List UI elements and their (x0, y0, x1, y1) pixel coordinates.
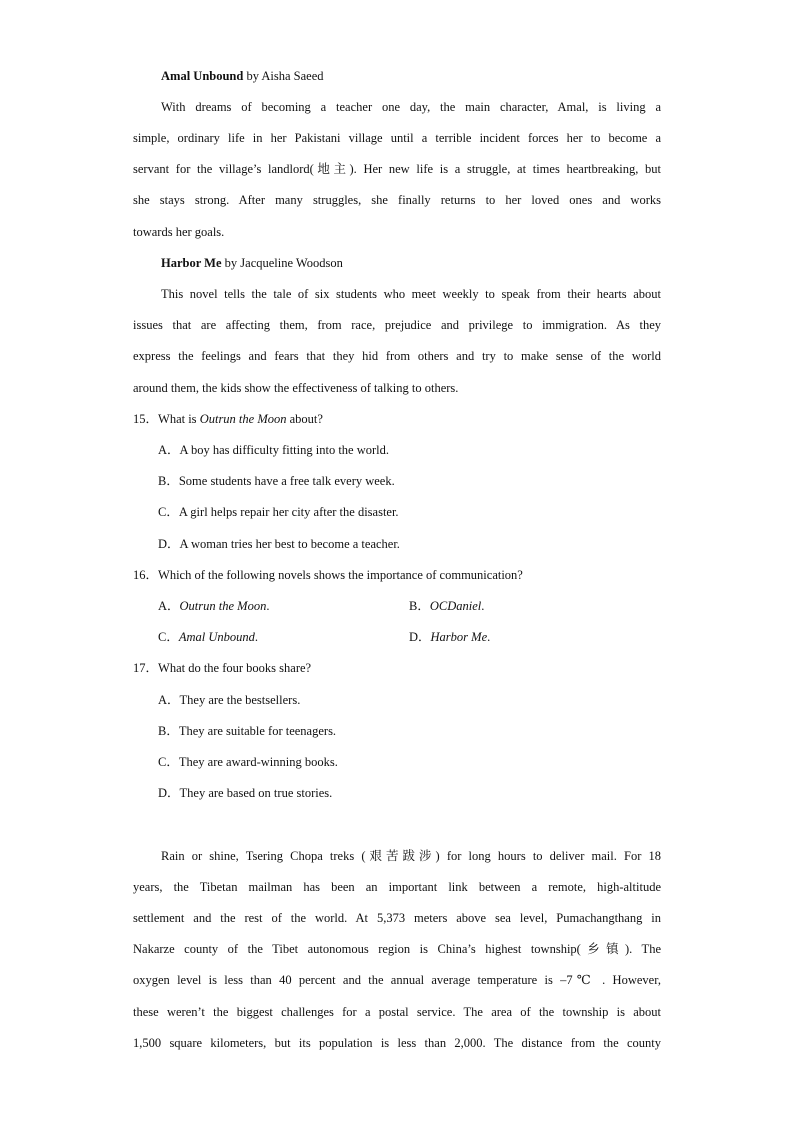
book1-title: Amal Unbound (161, 69, 244, 83)
q15-option-a[interactable] (158, 442, 686, 458)
book1-line-5: towards her goals. (133, 225, 225, 239)
q15-stem-italic: Outrun the Moon (199, 412, 287, 426)
book2-line-3: express the feelings and fears that they hid from others and try to make sense of the world (133, 349, 661, 363)
q15-option-d[interactable] (158, 536, 686, 552)
book1-heading (161, 68, 661, 84)
option-text: OCDaniel (429, 599, 482, 613)
q17-option-a[interactable] (158, 692, 686, 708)
option-letter: A． (158, 693, 180, 707)
passage2-line-6: these weren’t the biggest challenges for a postal service. The area of the township is about (133, 1005, 661, 1019)
option-text: They are suitable for teenagers. (178, 724, 337, 738)
option-end: . (487, 630, 491, 644)
passage2-line-2: years, the Tibetan mailman has been an important link between a remote, high-altitude (133, 880, 661, 894)
option-letter: C． (158, 630, 179, 644)
q16-option-b[interactable] (409, 598, 629, 614)
q16-option-c[interactable] (158, 629, 378, 645)
option-text: Harbor Me (430, 630, 488, 644)
book2-line-1: This novel tells the tale of six students who meet weekly to speak from their hearts about (161, 287, 661, 301)
q17-option-c[interactable] (158, 754, 686, 770)
option-letter: B． (158, 724, 179, 738)
q15-option-c[interactable] (158, 504, 686, 520)
passage2-line-3: settlement and the rest of the world. At 5,373 meters above sea level, Pumachangthang in (133, 911, 661, 925)
q17-option-b[interactable] (158, 723, 686, 739)
q17-option-d[interactable] (158, 785, 686, 801)
book1-line-1: With dreams of becoming a teacher one day, the main character, Amal, is living a (161, 100, 661, 114)
q15-stem-pre: What is (158, 412, 200, 426)
option-letter: A． (158, 599, 180, 613)
option-end: . (481, 599, 485, 613)
book1-line-2: simple, ordinary life in her Pakistani village until a terrible incident forces her to become a (133, 131, 661, 145)
book1-line-3: servant for the village’s landlord(地主). Her new life is a struggle, at times heartbreaking, but (133, 162, 661, 176)
q16-stem: Which of the following novels shows the importance of communication? (158, 568, 523, 582)
option-letter: C． (158, 755, 179, 769)
option-text: They are award-winning books. (178, 755, 338, 769)
option-text: They are the bestsellers. (179, 693, 301, 707)
q17-stem: What do the four books share? (158, 661, 312, 675)
q16-number: 16． (133, 568, 159, 582)
q15-number: 15． (133, 412, 159, 426)
option-end: . (254, 630, 259, 644)
passage2-line-1: Rain or shine, Tsering Chopa treks (艰苦跋涉) for long hours to deliver mail. For 18 (161, 849, 661, 863)
option-letter: D． (409, 630, 431, 644)
q16-option-d[interactable] (409, 629, 629, 645)
option-letter: B． (158, 474, 179, 488)
option-text: A boy has difficulty fitting into the world. (179, 443, 390, 457)
option-text: Amal Unbound (178, 630, 255, 644)
book1-author: by Aisha Saeed (246, 69, 324, 83)
q17-number: 17． (133, 661, 159, 675)
option-text: A girl helps repair her city after the disaster. (178, 505, 399, 519)
option-text: They are based on true stories. (179, 786, 333, 800)
passage2-line-5: oxygen level is less than 40 percent and the annual average temperature is –7℃ . However, (133, 973, 661, 987)
option-text: Some students have a free talk every week. (178, 474, 395, 488)
option-text: A woman tries her best to become a teacher. (179, 537, 400, 551)
book2-line-4: around them, the kids show the effectiveness of talking to others. (133, 381, 459, 395)
option-letter: A． (158, 443, 180, 457)
book2-line-2: issues that are affecting them, from race, prejudice and privilege to immigration. As they (133, 318, 661, 332)
question-17 (133, 660, 661, 676)
book2-title: Harbor Me (161, 256, 222, 270)
question-15 (133, 411, 661, 427)
q15-option-b[interactable] (158, 473, 686, 489)
book2-heading (161, 255, 661, 271)
option-letter: D． (158, 537, 180, 551)
passage2-line-4: Nakarze county of the Tibet autonomous region is China’s highest township(乡镇). The (133, 942, 661, 956)
option-letter: B． (409, 599, 430, 613)
question-16 (133, 567, 661, 583)
passage2-line-7: 1,500 square kilometers, but its population is less than 2,000. The distance from the county (133, 1036, 661, 1050)
q16-option-a[interactable] (158, 598, 378, 614)
book1-line-4: she stays strong. After many struggles, she finally returns to her loved ones and works (133, 193, 661, 207)
q15-stem-post: about? (286, 412, 323, 426)
book2-author: by Jacqueline Woodson (224, 256, 343, 270)
option-text: Outrun the Moon (179, 599, 267, 613)
option-letter: D． (158, 786, 180, 800)
option-letter: C． (158, 505, 179, 519)
option-end: . (266, 599, 270, 613)
